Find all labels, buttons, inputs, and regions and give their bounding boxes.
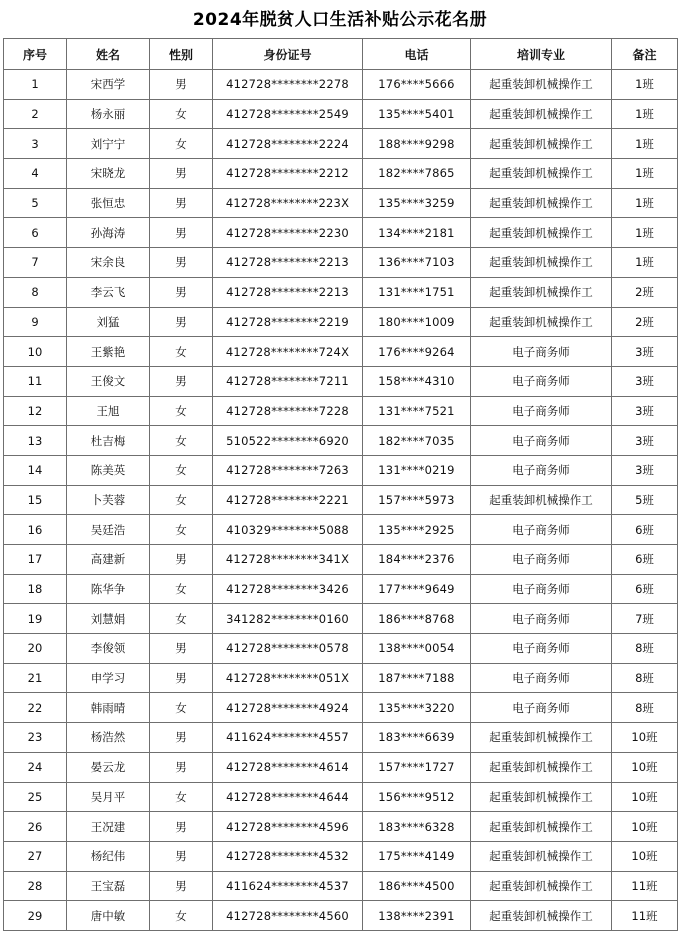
cell-id-number: 412728********4532 bbox=[213, 841, 363, 871]
cell-training-major: 起重装卸机械操作工 bbox=[471, 812, 612, 842]
cell-remarks: 7班 bbox=[612, 604, 678, 634]
cell-index: 7 bbox=[4, 248, 67, 278]
cell-name: 王宝磊 bbox=[67, 871, 150, 901]
cell-gender: 女 bbox=[150, 693, 213, 723]
cell-index: 16 bbox=[4, 515, 67, 545]
column-header-id-number: 身份证号 bbox=[213, 39, 363, 70]
column-header-index: 序号 bbox=[4, 39, 67, 70]
cell-remarks: 1班 bbox=[612, 218, 678, 248]
table-row bbox=[4, 634, 678, 664]
cell-name: 晏云龙 bbox=[67, 752, 150, 782]
cell-name: 杨永丽 bbox=[67, 99, 150, 129]
cell-id-number: 412728********223X bbox=[213, 188, 363, 218]
cell-training-major: 电子商务师 bbox=[471, 545, 612, 575]
roster-body bbox=[4, 70, 678, 931]
cell-index: 18 bbox=[4, 574, 67, 604]
cell-name: 陈华争 bbox=[67, 574, 150, 604]
cell-training-major: 起重装卸机械操作工 bbox=[471, 277, 612, 307]
cell-index: 2 bbox=[4, 99, 67, 129]
cell-remarks: 3班 bbox=[612, 366, 678, 396]
cell-training-major: 起重装卸机械操作工 bbox=[471, 723, 612, 753]
cell-gender: 男 bbox=[150, 70, 213, 100]
cell-name: 杜吉梅 bbox=[67, 426, 150, 456]
cell-remarks: 6班 bbox=[612, 574, 678, 604]
cell-name: 韩雨晴 bbox=[67, 693, 150, 723]
cell-index: 20 bbox=[4, 634, 67, 664]
cell-remarks: 1班 bbox=[612, 159, 678, 189]
cell-id-number: 412728********341X bbox=[213, 545, 363, 575]
cell-remarks: 3班 bbox=[612, 337, 678, 367]
cell-gender: 男 bbox=[150, 277, 213, 307]
column-header-phone: 电话 bbox=[363, 39, 471, 70]
cell-name: 宋晓龙 bbox=[67, 159, 150, 189]
cell-index: 28 bbox=[4, 871, 67, 901]
cell-remarks: 10班 bbox=[612, 752, 678, 782]
cell-index: 19 bbox=[4, 604, 67, 634]
cell-id-number: 510522********6920 bbox=[213, 426, 363, 456]
cell-remarks: 1班 bbox=[612, 70, 678, 100]
cell-training-major: 起重装卸机械操作工 bbox=[471, 901, 612, 931]
cell-training-major: 电子商务师 bbox=[471, 693, 612, 723]
table-row bbox=[4, 277, 678, 307]
table-row bbox=[4, 396, 678, 426]
cell-index: 8 bbox=[4, 277, 67, 307]
cell-name: 陈美英 bbox=[67, 455, 150, 485]
cell-phone: 131****1751 bbox=[363, 277, 471, 307]
page-title: 2024年脱贫人口生活补贴公示花名册 bbox=[192, 10, 488, 30]
cell-id-number: 412728********2549 bbox=[213, 99, 363, 129]
cell-gender: 男 bbox=[150, 723, 213, 753]
cell-gender: 男 bbox=[150, 366, 213, 396]
cell-name: 申学习 bbox=[67, 663, 150, 693]
column-header-name: 姓名 bbox=[67, 39, 150, 70]
cell-index: 23 bbox=[4, 723, 67, 753]
table-row bbox=[4, 218, 678, 248]
cell-training-major: 电子商务师 bbox=[471, 455, 612, 485]
cell-phone: 175****4149 bbox=[363, 841, 471, 871]
column-header-gender: 性别 bbox=[150, 39, 213, 70]
cell-index: 9 bbox=[4, 307, 67, 337]
cell-index: 3 bbox=[4, 129, 67, 159]
cell-gender: 男 bbox=[150, 752, 213, 782]
cell-training-major: 电子商务师 bbox=[471, 366, 612, 396]
cell-phone: 135****2925 bbox=[363, 515, 471, 545]
cell-id-number: 411624********4537 bbox=[213, 871, 363, 901]
cell-index: 4 bbox=[4, 159, 67, 189]
cell-index: 26 bbox=[4, 812, 67, 842]
cell-index: 12 bbox=[4, 396, 67, 426]
cell-training-major: 起重装卸机械操作工 bbox=[471, 752, 612, 782]
cell-index: 25 bbox=[4, 782, 67, 812]
cell-training-major: 电子商务师 bbox=[471, 515, 612, 545]
cell-phone: 157****1727 bbox=[363, 752, 471, 782]
cell-id-number: 412728********4560 bbox=[213, 901, 363, 931]
column-header-training-major: 培训专业 bbox=[471, 39, 612, 70]
roster-table bbox=[3, 38, 678, 931]
cell-name: 王紫艳 bbox=[67, 337, 150, 367]
table-row bbox=[4, 782, 678, 812]
cell-remarks: 1班 bbox=[612, 248, 678, 278]
cell-phone: 180****1009 bbox=[363, 307, 471, 337]
cell-gender: 女 bbox=[150, 782, 213, 812]
cell-training-major: 电子商务师 bbox=[471, 396, 612, 426]
cell-training-major: 起重装卸机械操作工 bbox=[471, 159, 612, 189]
cell-remarks: 2班 bbox=[612, 307, 678, 337]
cell-training-major: 起重装卸机械操作工 bbox=[471, 841, 612, 871]
cell-id-number: 412728********2219 bbox=[213, 307, 363, 337]
cell-training-major: 电子商务师 bbox=[471, 663, 612, 693]
cell-training-major: 电子商务师 bbox=[471, 634, 612, 664]
cell-id-number: 412728********2213 bbox=[213, 248, 363, 278]
table-row bbox=[4, 752, 678, 782]
cell-gender: 男 bbox=[150, 248, 213, 278]
cell-phone: 188****9298 bbox=[363, 129, 471, 159]
cell-remarks: 1班 bbox=[612, 99, 678, 129]
cell-remarks: 10班 bbox=[612, 723, 678, 753]
cell-phone: 131****7521 bbox=[363, 396, 471, 426]
cell-training-major: 起重装卸机械操作工 bbox=[471, 129, 612, 159]
cell-phone: 131****0219 bbox=[363, 455, 471, 485]
cell-id-number: 412728********724X bbox=[213, 337, 363, 367]
cell-name: 杨纪伟 bbox=[67, 841, 150, 871]
cell-index: 29 bbox=[4, 901, 67, 931]
cell-gender: 女 bbox=[150, 604, 213, 634]
cell-gender: 男 bbox=[150, 634, 213, 664]
cell-name: 刘宁宁 bbox=[67, 129, 150, 159]
cell-name: 李云飞 bbox=[67, 277, 150, 307]
cell-id-number: 410329********5088 bbox=[213, 515, 363, 545]
cell-phone: 135****3259 bbox=[363, 188, 471, 218]
cell-phone: 156****9512 bbox=[363, 782, 471, 812]
cell-name: 杨浩然 bbox=[67, 723, 150, 753]
table-row bbox=[4, 693, 678, 723]
table-row bbox=[4, 663, 678, 693]
table-row bbox=[4, 426, 678, 456]
cell-gender: 女 bbox=[150, 99, 213, 129]
table-row bbox=[4, 307, 678, 337]
cell-gender: 男 bbox=[150, 663, 213, 693]
cell-index: 5 bbox=[4, 188, 67, 218]
cell-id-number: 412728********2278 bbox=[213, 70, 363, 100]
cell-id-number: 412728********4596 bbox=[213, 812, 363, 842]
cell-name: 吴廷浩 bbox=[67, 515, 150, 545]
table-row bbox=[4, 604, 678, 634]
cell-phone: 135****3220 bbox=[363, 693, 471, 723]
cell-remarks: 10班 bbox=[612, 841, 678, 871]
cell-gender: 女 bbox=[150, 337, 213, 367]
cell-id-number: 341282********0160 bbox=[213, 604, 363, 634]
table-row bbox=[4, 515, 678, 545]
cell-phone: 157****5973 bbox=[363, 485, 471, 515]
cell-index: 15 bbox=[4, 485, 67, 515]
cell-id-number: 412728********3426 bbox=[213, 574, 363, 604]
cell-id-number: 412728********2221 bbox=[213, 485, 363, 515]
cell-phone: 184****2376 bbox=[363, 545, 471, 575]
table-row bbox=[4, 545, 678, 575]
cell-remarks: 3班 bbox=[612, 396, 678, 426]
cell-id-number: 412728********0578 bbox=[213, 634, 363, 664]
cell-training-major: 电子商务师 bbox=[471, 574, 612, 604]
table-row bbox=[4, 455, 678, 485]
cell-remarks: 8班 bbox=[612, 634, 678, 664]
cell-gender: 男 bbox=[150, 545, 213, 575]
cell-id-number: 412728********2230 bbox=[213, 218, 363, 248]
cell-phone: 182****7035 bbox=[363, 426, 471, 456]
cell-index: 21 bbox=[4, 663, 67, 693]
table-row bbox=[4, 159, 678, 189]
cell-index: 10 bbox=[4, 337, 67, 367]
cell-id-number: 412728********7211 bbox=[213, 366, 363, 396]
cell-phone: 138****0054 bbox=[363, 634, 471, 664]
cell-gender: 女 bbox=[150, 901, 213, 931]
table-row bbox=[4, 871, 678, 901]
cell-remarks: 10班 bbox=[612, 812, 678, 842]
cell-phone: 186****4500 bbox=[363, 871, 471, 901]
cell-gender: 女 bbox=[150, 396, 213, 426]
cell-index: 22 bbox=[4, 693, 67, 723]
cell-remarks: 3班 bbox=[612, 455, 678, 485]
cell-name: 王旭 bbox=[67, 396, 150, 426]
cell-index: 27 bbox=[4, 841, 67, 871]
cell-phone: 183****6328 bbox=[363, 812, 471, 842]
cell-phone: 136****7103 bbox=[363, 248, 471, 278]
cell-phone: 176****5666 bbox=[363, 70, 471, 100]
cell-phone: 176****9264 bbox=[363, 337, 471, 367]
cell-name: 宋西学 bbox=[67, 70, 150, 100]
cell-training-major: 起重装卸机械操作工 bbox=[471, 99, 612, 129]
table-row bbox=[4, 841, 678, 871]
cell-gender: 男 bbox=[150, 307, 213, 337]
cell-index: 1 bbox=[4, 70, 67, 100]
cell-phone: 138****2391 bbox=[363, 901, 471, 931]
cell-name: 孙海涛 bbox=[67, 218, 150, 248]
cell-index: 17 bbox=[4, 545, 67, 575]
cell-gender: 女 bbox=[150, 515, 213, 545]
header-row bbox=[4, 39, 678, 70]
cell-name: 吴月平 bbox=[67, 782, 150, 812]
cell-training-major: 电子商务师 bbox=[471, 426, 612, 456]
table-row bbox=[4, 337, 678, 367]
cell-remarks: 11班 bbox=[612, 901, 678, 931]
cell-index: 14 bbox=[4, 455, 67, 485]
cell-name: 张恒忠 bbox=[67, 188, 150, 218]
cell-id-number: 412728********4614 bbox=[213, 752, 363, 782]
cell-name: 高建新 bbox=[67, 545, 150, 575]
cell-training-major: 起重装卸机械操作工 bbox=[471, 485, 612, 515]
cell-name: 刘慧娟 bbox=[67, 604, 150, 634]
table-row bbox=[4, 366, 678, 396]
cell-index: 11 bbox=[4, 366, 67, 396]
cell-phone: 182****7865 bbox=[363, 159, 471, 189]
cell-training-major: 起重装卸机械操作工 bbox=[471, 188, 612, 218]
table-row bbox=[4, 574, 678, 604]
cell-index: 24 bbox=[4, 752, 67, 782]
cell-index: 6 bbox=[4, 218, 67, 248]
cell-training-major: 起重装卸机械操作工 bbox=[471, 70, 612, 100]
cell-phone: 158****4310 bbox=[363, 366, 471, 396]
cell-name: 刘猛 bbox=[67, 307, 150, 337]
cell-gender: 男 bbox=[150, 841, 213, 871]
cell-name: 宋余良 bbox=[67, 248, 150, 278]
cell-id-number: 411624********4557 bbox=[213, 723, 363, 753]
cell-id-number: 412728********4644 bbox=[213, 782, 363, 812]
cell-gender: 男 bbox=[150, 871, 213, 901]
cell-training-major: 起重装卸机械操作工 bbox=[471, 248, 612, 278]
cell-training-major: 起重装卸机械操作工 bbox=[471, 307, 612, 337]
cell-name: 王俊文 bbox=[67, 366, 150, 396]
table-row bbox=[4, 901, 678, 931]
cell-name: 李俊领 bbox=[67, 634, 150, 664]
cell-name: 卜芙蓉 bbox=[67, 485, 150, 515]
cell-phone: 187****7188 bbox=[363, 663, 471, 693]
table-row bbox=[4, 188, 678, 218]
cell-phone: 183****6639 bbox=[363, 723, 471, 753]
cell-remarks: 1班 bbox=[612, 188, 678, 218]
column-header-remarks: 备注 bbox=[612, 39, 678, 70]
cell-phone: 177****9649 bbox=[363, 574, 471, 604]
cell-remarks: 8班 bbox=[612, 663, 678, 693]
cell-gender: 女 bbox=[150, 455, 213, 485]
cell-training-major: 起重装卸机械操作工 bbox=[471, 871, 612, 901]
cell-remarks: 8班 bbox=[612, 693, 678, 723]
cell-id-number: 412728********051X bbox=[213, 663, 363, 693]
cell-gender: 女 bbox=[150, 426, 213, 456]
cell-id-number: 412728********7228 bbox=[213, 396, 363, 426]
cell-gender: 男 bbox=[150, 218, 213, 248]
cell-gender: 男 bbox=[150, 812, 213, 842]
cell-training-major: 电子商务师 bbox=[471, 337, 612, 367]
cell-phone: 135****5401 bbox=[363, 99, 471, 129]
cell-phone: 186****8768 bbox=[363, 604, 471, 634]
cell-gender: 女 bbox=[150, 485, 213, 515]
cell-remarks: 11班 bbox=[612, 871, 678, 901]
table-row bbox=[4, 485, 678, 515]
cell-gender: 男 bbox=[150, 188, 213, 218]
cell-id-number: 412728********4924 bbox=[213, 693, 363, 723]
cell-remarks: 3班 bbox=[612, 426, 678, 456]
cell-remarks: 10班 bbox=[612, 782, 678, 812]
cell-gender: 男 bbox=[150, 159, 213, 189]
table-row bbox=[4, 70, 678, 100]
table-row bbox=[4, 129, 678, 159]
cell-remarks: 2班 bbox=[612, 277, 678, 307]
cell-id-number: 412728********2213 bbox=[213, 277, 363, 307]
cell-name: 唐中敏 bbox=[67, 901, 150, 931]
cell-id-number: 412728********2212 bbox=[213, 159, 363, 189]
cell-remarks: 6班 bbox=[612, 545, 678, 575]
cell-id-number: 412728********2224 bbox=[213, 129, 363, 159]
table-row bbox=[4, 723, 678, 753]
table-row bbox=[4, 99, 678, 129]
cell-remarks: 6班 bbox=[612, 515, 678, 545]
cell-gender: 女 bbox=[150, 574, 213, 604]
cell-remarks: 5班 bbox=[612, 485, 678, 515]
cell-name: 王况建 bbox=[67, 812, 150, 842]
cell-gender: 女 bbox=[150, 129, 213, 159]
cell-training-major: 起重装卸机械操作工 bbox=[471, 218, 612, 248]
cell-phone: 134****2181 bbox=[363, 218, 471, 248]
cell-index: 13 bbox=[4, 426, 67, 456]
cell-training-major: 电子商务师 bbox=[471, 604, 612, 634]
cell-remarks: 1班 bbox=[612, 129, 678, 159]
cell-training-major: 起重装卸机械操作工 bbox=[471, 782, 612, 812]
cell-id-number: 412728********7263 bbox=[213, 455, 363, 485]
table-row bbox=[4, 248, 678, 278]
table-row bbox=[4, 812, 678, 842]
